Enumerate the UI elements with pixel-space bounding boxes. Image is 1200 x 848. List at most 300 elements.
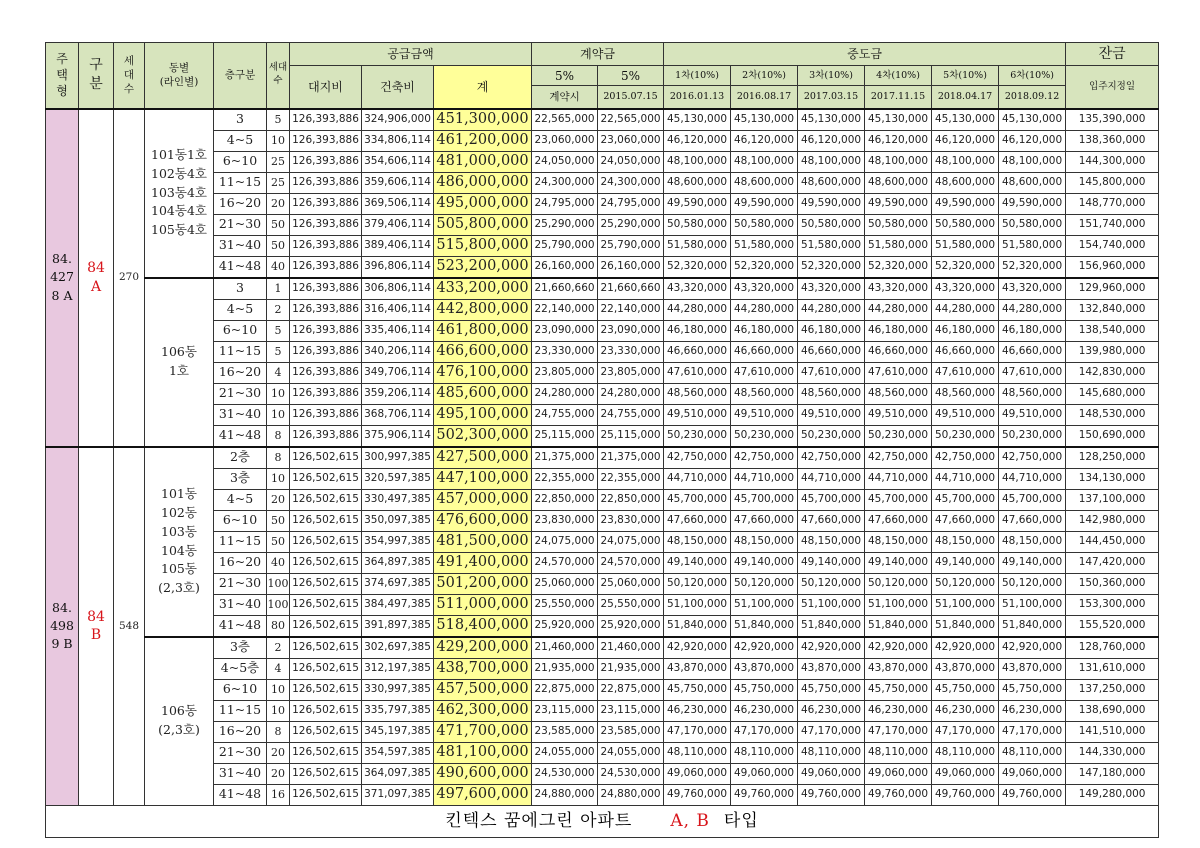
mid1-cell: 51,580,000	[664, 235, 731, 256]
mid2-cell: 46,660,000	[731, 341, 798, 362]
mid6-cell: 47,610,000	[999, 362, 1066, 383]
total-cell: 476,100,000	[434, 362, 532, 383]
total-cell: 481,500,000	[434, 531, 532, 552]
land-cell: 126,502,615	[290, 447, 362, 469]
total-cell: 427,500,000	[434, 447, 532, 469]
build-cell: 316,406,114	[362, 299, 434, 320]
count-cell: 20	[267, 489, 290, 510]
mid2-cell: 47,660,000	[731, 510, 798, 531]
floor-cell: 41~48	[214, 615, 267, 637]
table-row	[46, 109, 1159, 131]
land-cell: 126,393,886	[290, 172, 362, 193]
build-cell: 312,197,385	[362, 658, 434, 679]
dep1-cell: 24,570,000	[532, 552, 598, 573]
table-row	[46, 278, 1159, 300]
build-cell: 349,706,114	[362, 362, 434, 383]
land-cell: 126,502,615	[290, 531, 362, 552]
housing-type-line: 84.	[52, 251, 72, 267]
land-cell: 126,502,615	[290, 573, 362, 594]
mid4-cell: 43,870,000	[865, 658, 932, 679]
mid2-cell: 45,700,000	[731, 489, 798, 510]
land-cell: 126,393,886	[290, 130, 362, 151]
mid6-cell: 47,170,000	[999, 721, 1066, 742]
mid6-cell: 49,510,000	[999, 404, 1066, 425]
mid1-cell: 44,710,000	[664, 468, 731, 489]
class-cell	[79, 447, 114, 806]
mid5-cell: 47,610,000	[932, 362, 999, 383]
header-mid-6: 6차(10%)	[999, 66, 1066, 86]
total-cell: 511,000,000	[434, 594, 532, 615]
mid5-cell: 42,920,000	[932, 637, 999, 659]
dep2-cell: 24,880,000	[598, 784, 664, 805]
class-line: 84	[87, 608, 105, 625]
dep2-cell: 22,565,000	[598, 109, 664, 131]
header-deposit: 계약금	[532, 43, 664, 66]
mid6-cell: 43,870,000	[999, 658, 1066, 679]
mid3-cell: 42,750,000	[798, 447, 865, 469]
floor-cell: 31~40	[214, 594, 267, 615]
header-mid-date-6: 2018.09.12	[999, 86, 1066, 109]
build-cell: 335,797,385	[362, 700, 434, 721]
dep1-cell: 24,880,000	[532, 784, 598, 805]
count-cell: 5	[267, 109, 290, 131]
land-cell: 126,502,615	[290, 615, 362, 637]
build-cell: 354,597,385	[362, 742, 434, 763]
count-cell: 50	[267, 235, 290, 256]
mid1-cell: 46,120,000	[664, 130, 731, 151]
mid5-cell: 49,140,000	[932, 552, 999, 573]
mid3-cell: 44,280,000	[798, 299, 865, 320]
mid4-cell: 47,610,000	[865, 362, 932, 383]
mid2-cell: 49,510,000	[731, 404, 798, 425]
mid3-cell: 49,060,000	[798, 763, 865, 784]
mid6-cell: 46,120,000	[999, 130, 1066, 151]
balance-cell: 132,840,000	[1066, 299, 1159, 320]
mid4-cell: 44,280,000	[865, 299, 932, 320]
dep2-cell: 23,805,000	[598, 362, 664, 383]
mid2-cell: 52,320,000	[731, 256, 798, 278]
header-mid-date-4: 2017.11.15	[865, 86, 932, 109]
floor-cell: 6~10	[214, 679, 267, 700]
mid4-cell: 49,060,000	[865, 763, 932, 784]
total-cell: 523,200,000	[434, 256, 532, 278]
land-cell: 126,393,886	[290, 151, 362, 172]
mid5-cell: 44,280,000	[932, 299, 999, 320]
count-cell: 10	[267, 404, 290, 425]
dep1-cell: 24,075,000	[532, 531, 598, 552]
count-cell: 5	[267, 341, 290, 362]
footer-title: 킨텍스 꿈에그린 아파트	[445, 810, 633, 831]
floor-cell: 21~30	[214, 742, 267, 763]
balance-cell: 148,770,000	[1066, 193, 1159, 214]
mid6-cell: 48,110,000	[999, 742, 1066, 763]
housing-type-line: 8 A	[51, 287, 73, 303]
floor-cell: 31~40	[214, 404, 267, 425]
balance-cell: 138,540,000	[1066, 320, 1159, 341]
mid6-cell: 43,320,000	[999, 278, 1066, 300]
dep1-cell: 23,090,000	[532, 320, 598, 341]
class-line: B	[90, 627, 102, 643]
mid2-cell: 49,060,000	[731, 763, 798, 784]
mid6-cell: 42,750,000	[999, 447, 1066, 469]
balance-cell: 148,530,000	[1066, 404, 1159, 425]
mid1-cell: 42,750,000	[664, 447, 731, 469]
build-cell: 359,606,114	[362, 172, 434, 193]
header-total: 계	[434, 66, 532, 109]
mid2-cell: 46,120,000	[731, 130, 798, 151]
build-cell: 369,506,114	[362, 193, 434, 214]
mid6-cell: 51,580,000	[999, 235, 1066, 256]
mid1-cell: 51,100,000	[664, 594, 731, 615]
dong-cell	[145, 109, 214, 278]
total-cell: 457,000,000	[434, 489, 532, 510]
total-cell: 481,100,000	[434, 742, 532, 763]
balance-cell: 147,420,000	[1066, 552, 1159, 573]
dep2-cell: 25,115,000	[598, 425, 664, 447]
floor-cell: 21~30	[214, 214, 267, 235]
floor-cell: 11~15	[214, 172, 267, 193]
balance-cell: 134,130,000	[1066, 468, 1159, 489]
total-cell: 471,700,000	[434, 721, 532, 742]
land-cell: 126,502,615	[290, 637, 362, 659]
dong-line: 105동	[161, 561, 197, 577]
floor-cell: 6~10	[214, 510, 267, 531]
mid4-cell: 50,120,000	[865, 573, 932, 594]
header-dep-date1: 계약시	[532, 86, 598, 109]
build-cell: 340,206,114	[362, 341, 434, 362]
mid6-cell: 44,710,000	[999, 468, 1066, 489]
mid5-cell: 48,600,000	[932, 172, 999, 193]
mid3-cell: 46,230,000	[798, 700, 865, 721]
floor-cell: 3층	[214, 637, 267, 659]
dep2-cell: 25,920,000	[598, 615, 664, 637]
header-balance-sub: 입주지정일	[1066, 66, 1159, 109]
header-build: 건축비	[362, 66, 434, 109]
dep2-cell: 25,060,000	[598, 573, 664, 594]
mid5-cell: 46,120,000	[932, 130, 999, 151]
mid6-cell: 49,060,000	[999, 763, 1066, 784]
balance-cell: 141,510,000	[1066, 721, 1159, 742]
mid2-cell: 50,580,000	[731, 214, 798, 235]
mid1-cell: 45,700,000	[664, 489, 731, 510]
mid4-cell: 48,600,000	[865, 172, 932, 193]
mid2-cell: 47,170,000	[731, 721, 798, 742]
units-cell: 270	[114, 109, 145, 447]
dep1-cell: 25,290,000	[532, 214, 598, 235]
dep1-cell: 21,375,000	[532, 447, 598, 469]
dep2-cell: 23,060,000	[598, 130, 664, 151]
mid5-cell: 43,870,000	[932, 658, 999, 679]
total-cell: 462,300,000	[434, 700, 532, 721]
floor-cell: 11~15	[214, 700, 267, 721]
dep1-cell: 26,160,000	[532, 256, 598, 278]
build-cell: 354,606,114	[362, 151, 434, 172]
land-cell: 126,502,615	[290, 700, 362, 721]
dep2-cell: 24,530,000	[598, 763, 664, 784]
mid2-cell: 42,920,000	[731, 637, 798, 659]
mid3-cell: 42,920,000	[798, 637, 865, 659]
mid3-cell: 46,180,000	[798, 320, 865, 341]
floor-cell: 16~20	[214, 193, 267, 214]
build-cell: 396,806,114	[362, 256, 434, 278]
build-cell: 374,697,385	[362, 573, 434, 594]
build-cell: 335,406,114	[362, 320, 434, 341]
dep2-cell: 21,375,000	[598, 447, 664, 469]
class-cell	[79, 109, 114, 447]
dep2-cell: 22,140,000	[598, 299, 664, 320]
mid5-cell: 42,750,000	[932, 447, 999, 469]
mid4-cell: 42,920,000	[865, 637, 932, 659]
mid3-cell: 48,560,000	[798, 383, 865, 404]
mid1-cell: 46,230,000	[664, 700, 731, 721]
count-cell: 25	[267, 172, 290, 193]
count-cell: 50	[267, 214, 290, 235]
count-cell: 1	[267, 278, 290, 300]
header-mid-date-5: 2018.04.17	[932, 86, 999, 109]
dep1-cell: 25,550,000	[532, 594, 598, 615]
dong-line: 106동	[161, 344, 197, 360]
count-cell: 80	[267, 615, 290, 637]
mid6-cell: 51,100,000	[999, 594, 1066, 615]
mid5-cell: 48,110,000	[932, 742, 999, 763]
mid5-cell: 49,510,000	[932, 404, 999, 425]
mid6-cell: 48,560,000	[999, 383, 1066, 404]
dep2-cell: 24,055,000	[598, 742, 664, 763]
mid1-cell: 45,750,000	[664, 679, 731, 700]
mid1-cell: 47,610,000	[664, 362, 731, 383]
land-cell: 126,393,886	[290, 214, 362, 235]
dong-cell	[145, 637, 214, 806]
count-cell: 16	[267, 784, 290, 805]
dong-line: 102동4호	[151, 165, 207, 181]
dep1-cell: 22,875,000	[532, 679, 598, 700]
mid3-cell: 45,750,000	[798, 679, 865, 700]
balance-cell: 153,300,000	[1066, 594, 1159, 615]
land-cell: 126,502,615	[290, 468, 362, 489]
mid5-cell: 48,100,000	[932, 151, 999, 172]
header-class: 구 분	[79, 43, 114, 109]
header-count: 세대 수	[267, 43, 290, 109]
mid3-cell: 45,130,000	[798, 109, 865, 131]
total-cell: 518,400,000	[434, 615, 532, 637]
count-cell: 10	[267, 700, 290, 721]
mid4-cell: 50,230,000	[865, 425, 932, 447]
dep2-cell: 25,290,000	[598, 214, 664, 235]
build-cell: 324,906,000	[362, 109, 434, 131]
dep1-cell: 22,565,000	[532, 109, 598, 131]
dong-line: 103동4호	[151, 184, 207, 200]
floor-cell: 11~15	[214, 531, 267, 552]
mid4-cell: 45,750,000	[865, 679, 932, 700]
dep1-cell: 24,530,000	[532, 763, 598, 784]
dep2-cell: 24,280,000	[598, 383, 664, 404]
floor-cell: 41~48	[214, 784, 267, 805]
floor-cell: 6~10	[214, 320, 267, 341]
floor-cell: 3	[214, 109, 267, 131]
count-cell: 25	[267, 151, 290, 172]
housing-type-line: 84.	[52, 599, 72, 615]
mid5-cell: 50,580,000	[932, 214, 999, 235]
dep1-cell: 22,355,000	[532, 468, 598, 489]
dep1-cell: 25,920,000	[532, 615, 598, 637]
mid3-cell: 50,120,000	[798, 573, 865, 594]
land-cell: 126,393,886	[290, 278, 362, 300]
total-cell: 505,800,000	[434, 214, 532, 235]
total-cell: 451,300,000	[434, 109, 532, 131]
mid5-cell: 51,840,000	[932, 615, 999, 637]
land-cell: 126,393,886	[290, 341, 362, 362]
total-cell: 466,600,000	[434, 341, 532, 362]
mid5-cell: 45,130,000	[932, 109, 999, 131]
mid4-cell: 50,580,000	[865, 214, 932, 235]
header-dep-date2: 2015.07.15	[598, 86, 664, 109]
land-cell: 126,393,886	[290, 404, 362, 425]
header-mid-1: 1차(10%)	[664, 66, 731, 86]
footer-suffix: 타입	[723, 810, 759, 831]
balance-cell: 145,680,000	[1066, 383, 1159, 404]
mid6-cell: 49,590,000	[999, 193, 1066, 214]
class-line: A	[90, 278, 102, 295]
mid2-cell: 42,750,000	[731, 447, 798, 469]
mid1-cell: 44,280,000	[664, 299, 731, 320]
count-cell: 2	[267, 299, 290, 320]
balance-cell: 139,980,000	[1066, 341, 1159, 362]
floor-cell: 41~48	[214, 256, 267, 278]
mid6-cell: 49,140,000	[999, 552, 1066, 573]
mid3-cell: 46,120,000	[798, 130, 865, 151]
dep2-cell: 24,075,000	[598, 531, 664, 552]
mid4-cell: 51,840,000	[865, 615, 932, 637]
mid6-cell: 45,130,000	[999, 109, 1066, 131]
mid2-cell: 49,590,000	[731, 193, 798, 214]
total-cell: 485,600,000	[434, 383, 532, 404]
mid1-cell: 48,150,000	[664, 531, 731, 552]
dong-line: 101동	[161, 486, 197, 502]
count-cell: 10	[267, 468, 290, 489]
mid2-cell: 49,140,000	[731, 552, 798, 573]
mid1-cell: 48,100,000	[664, 151, 731, 172]
floor-cell: 16~20	[214, 552, 267, 573]
mid6-cell: 48,100,000	[999, 151, 1066, 172]
dep1-cell: 24,755,000	[532, 404, 598, 425]
mid4-cell: 46,120,000	[865, 130, 932, 151]
mid2-cell: 50,230,000	[731, 425, 798, 447]
footer-types: A, B	[670, 810, 710, 831]
mid4-cell: 46,230,000	[865, 700, 932, 721]
count-cell: 8	[267, 721, 290, 742]
mid4-cell: 45,130,000	[865, 109, 932, 131]
mid4-cell: 47,660,000	[865, 510, 932, 531]
mid5-cell: 51,100,000	[932, 594, 999, 615]
balance-cell: 155,520,000	[1066, 615, 1159, 637]
total-cell: 497,600,000	[434, 784, 532, 805]
mid4-cell: 48,560,000	[865, 383, 932, 404]
mid6-cell: 50,580,000	[999, 214, 1066, 235]
mid5-cell: 51,580,000	[932, 235, 999, 256]
mid5-cell: 50,120,000	[932, 573, 999, 594]
price-table-body	[46, 109, 1159, 806]
mid5-cell: 45,750,000	[932, 679, 999, 700]
total-cell: 481,000,000	[434, 151, 532, 172]
mid1-cell: 47,170,000	[664, 721, 731, 742]
dep2-cell: 23,115,000	[598, 700, 664, 721]
mid5-cell: 47,660,000	[932, 510, 999, 531]
mid6-cell: 46,180,000	[999, 320, 1066, 341]
land-cell: 126,502,615	[290, 510, 362, 531]
mid6-cell: 52,320,000	[999, 256, 1066, 278]
build-cell: 306,806,114	[362, 278, 434, 300]
mid5-cell: 48,150,000	[932, 531, 999, 552]
class-line: 84	[87, 260, 105, 277]
balance-cell: 147,180,000	[1066, 763, 1159, 784]
build-cell: 300,997,385	[362, 447, 434, 469]
balance-cell: 142,980,000	[1066, 510, 1159, 531]
build-cell: 320,597,385	[362, 468, 434, 489]
count-cell: 20	[267, 742, 290, 763]
mid6-cell: 49,760,000	[999, 784, 1066, 805]
mid5-cell: 48,560,000	[932, 383, 999, 404]
mid1-cell: 46,660,000	[664, 341, 731, 362]
count-cell: 8	[267, 447, 290, 469]
mid2-cell: 47,610,000	[731, 362, 798, 383]
header-mid-2: 2차(10%)	[731, 66, 798, 86]
dep2-cell: 23,330,000	[598, 341, 664, 362]
mid1-cell: 48,600,000	[664, 172, 731, 193]
balance-cell: 154,740,000	[1066, 235, 1159, 256]
units-cell: 548	[114, 447, 145, 806]
land-cell: 126,502,615	[290, 742, 362, 763]
mid5-cell: 49,590,000	[932, 193, 999, 214]
header-mid-date-2: 2016.08.17	[731, 86, 798, 109]
mid5-cell: 45,700,000	[932, 489, 999, 510]
total-cell: 457,500,000	[434, 679, 532, 700]
dong-line: 106동	[161, 703, 197, 719]
mid3-cell: 50,580,000	[798, 214, 865, 235]
dep1-cell: 25,060,000	[532, 573, 598, 594]
land-cell: 126,393,886	[290, 109, 362, 131]
dep1-cell: 23,115,000	[532, 700, 598, 721]
floor-cell: 3	[214, 278, 267, 300]
header-floor: 층구분	[214, 43, 267, 109]
balance-cell: 145,800,000	[1066, 172, 1159, 193]
build-cell: 345,197,385	[362, 721, 434, 742]
build-cell: 391,897,385	[362, 615, 434, 637]
mid5-cell: 52,320,000	[932, 256, 999, 278]
mid2-cell: 46,230,000	[731, 700, 798, 721]
land-cell: 126,502,615	[290, 594, 362, 615]
mid4-cell: 51,580,000	[865, 235, 932, 256]
mid2-cell: 50,120,000	[731, 573, 798, 594]
total-cell: 438,700,000	[434, 658, 532, 679]
total-cell: 429,200,000	[434, 637, 532, 659]
housing-type-line: 498	[50, 617, 74, 633]
balance-cell: 150,690,000	[1066, 425, 1159, 447]
land-cell: 126,393,886	[290, 362, 362, 383]
dep2-cell: 24,300,000	[598, 172, 664, 193]
housing-type-line: 9 B	[51, 636, 73, 652]
header-mid-date-1: 2016.01.13	[664, 86, 731, 109]
mid5-cell: 46,230,000	[932, 700, 999, 721]
count-cell: 4	[267, 658, 290, 679]
balance-cell: 149,280,000	[1066, 784, 1159, 805]
mid5-cell: 47,170,000	[932, 721, 999, 742]
total-cell: 433,200,000	[434, 278, 532, 300]
dep1-cell: 24,300,000	[532, 172, 598, 193]
dep1-cell: 21,460,000	[532, 637, 598, 659]
mid6-cell: 45,750,000	[999, 679, 1066, 700]
mid1-cell: 48,110,000	[664, 742, 731, 763]
count-cell: 5	[267, 320, 290, 341]
